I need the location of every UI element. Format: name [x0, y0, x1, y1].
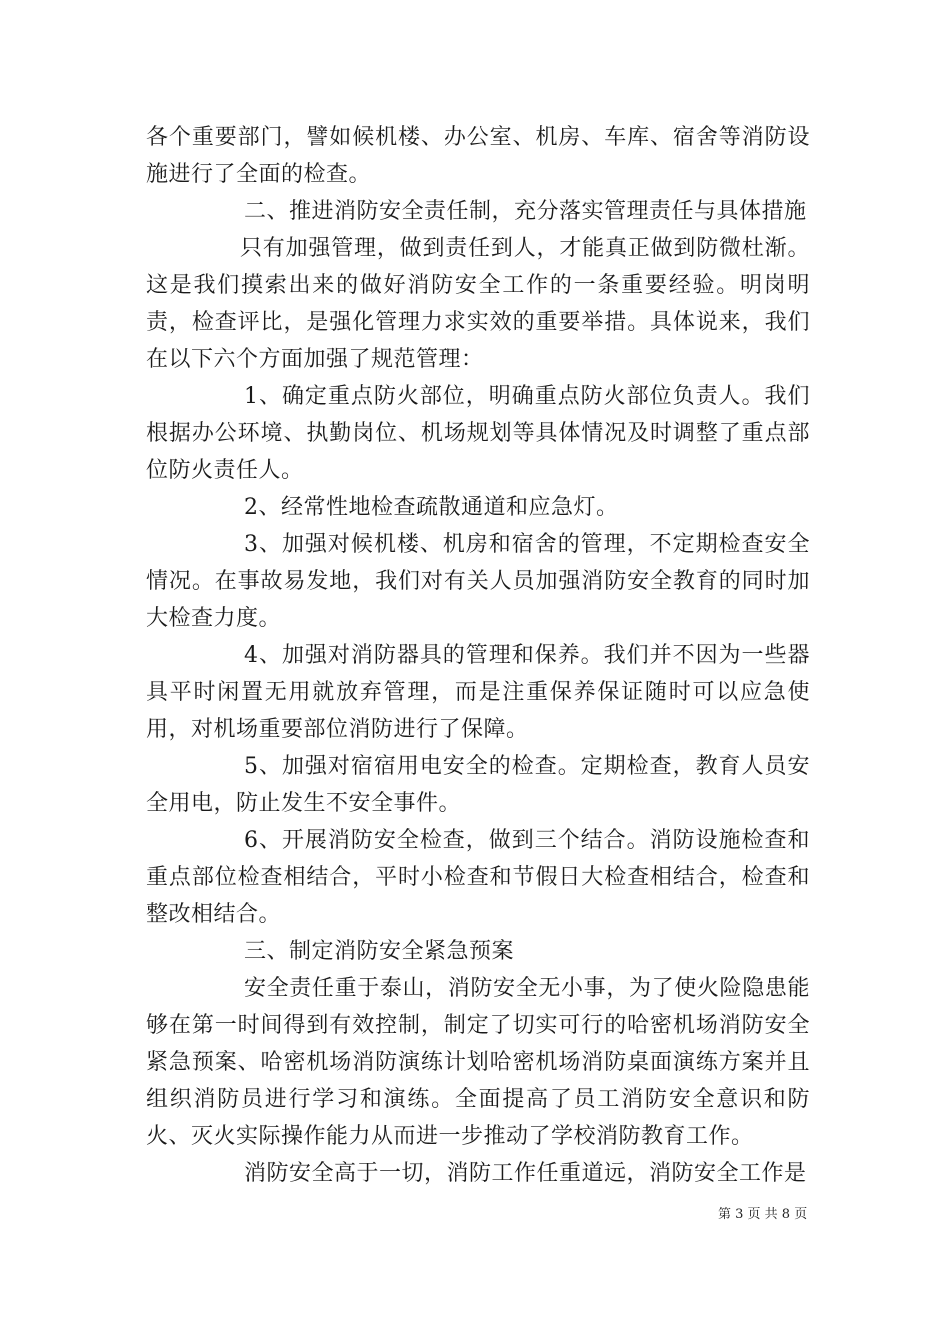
page-number-footer: 第 3 页 共 8 页	[718, 1207, 808, 1222]
list-item-6: 6、开展消防安全检查，做到三个结合。消防设施检查和重点部位检查相结合，平时小检查和节假日大检查相结合，检查和整改相结合。	[146, 828, 810, 927]
paragraph-emergency-plan: 安全责任重于泰山，消防安全无小事，为了使火险隐患能够在第一时间得到有效控制，制定了切实可行的哈密机场消防安全紧急预案、哈密机场消防演练计划哈密机场消防桌面演练方案并且组织消防员进行学习和演练。全面提高了员工消防安全意识和防火、灭火实际操作能力从而进一步推动了学校消防教育工作。	[146, 976, 810, 1149]
list-item-1: 1、确定重点防火部位，明确重点防火部位负责人。我们根据办公环境、执勤岗位、机场规划等具体情况及时调整了重点部位防火责任人。	[146, 384, 810, 483]
paragraph-inspection-continued: 各个重要部门，譬如候机楼、办公室、机房、车库、宿舍等消防设施进行了全面的检查。	[146, 125, 810, 187]
paragraph-closing-start: 消防安全高于一切，消防工作任重道远，消防安全工作是	[244, 1161, 807, 1186]
section-heading-2: 二、推进消防安全责任制，充分落实管理责任与具体措施	[244, 199, 807, 224]
section-heading-3: 三、制定消防安全紧急预案	[244, 939, 515, 964]
list-item-5: 5、加强对宿宿用电安全的检查。定期检查，教育人员安全用电，防止发生不安全事件。	[146, 754, 810, 816]
list-item-2: 2、经常性地检查疏散通道和应急灯。	[244, 495, 619, 520]
list-item-4: 4、加强对消防器具的管理和保养。我们并不因为一些器具平时闲置无用就放弃管理，而是注重保养保证随时可以应急使用，对机场重要部位消防进行了保障。	[146, 643, 810, 742]
document-body	[146, 119, 810, 1192]
list-item-3: 3、加强对候机楼、机房和宿舍的管理，不定期检查安全情况。在事故易发地，我们对有关人员加强消防安全教育的同时加大检查力度。	[146, 532, 810, 631]
paragraph-management-intro: 只有加强管理，做到责任到人，才能真正做到防微杜渐。这是我们摸索出来的做好消防安全工作的一条重要经验。明岗明责，检查评比，是强化管理力求实效的重要举措。具体说来，我们在以下六个方面加强了规范管理：	[146, 236, 810, 372]
